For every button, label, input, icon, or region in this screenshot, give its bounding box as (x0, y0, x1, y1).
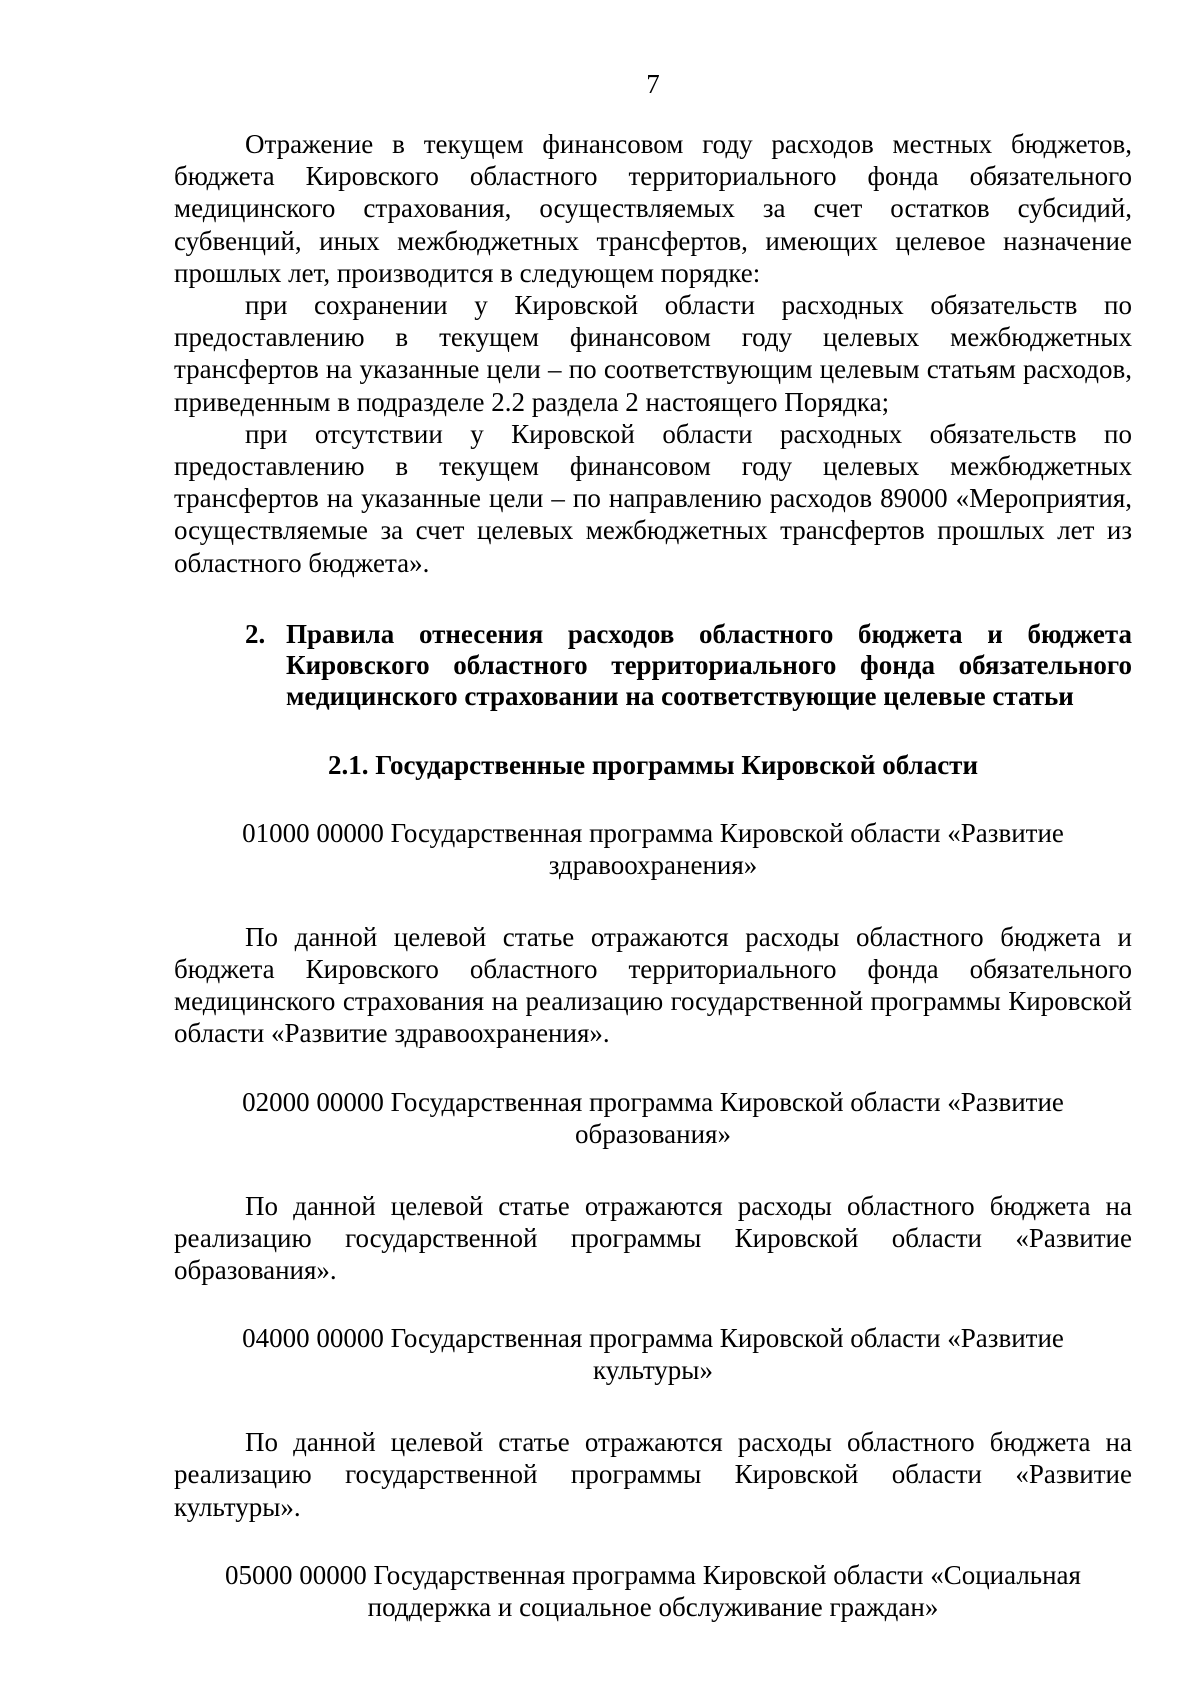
section-title: Правила отнесения расходов областного бюджета и бюджета Кировского областного территориального фонда обязательного медицинского страховании на соответствующие целевые статьи (286, 618, 1132, 711)
article-title: 02000 00000 Государственная программа Кировской области «Развитие образования» (242, 1086, 1064, 1149)
article-description: По данной целевой статье отражаются расходы областного бюджета на реализацию государственной программы Кировской области «Развитие культуры». (174, 1427, 1132, 1522)
intro-paragraph: при сохранении у Кировской области расходных обязательств по предоставлению в текущем финансовом году целевых межбюджетных трансфертов на указанные цели – по соответствующим целевым статьям расходов, приведенным в подразделе 2.2 раздела 2 настоящего Порядка; (174, 290, 1132, 417)
article-title: 05000 00000 Государственная программа Кировской области «Социальная поддержка и социальное обслуживание граждан» (225, 1559, 1081, 1622)
intro-paragraph: при отсутствии у Кировской области расходных обязательств по предоставлению в текущем финансовом году целевых межбюджетных трансфертов на указанные цели – по направлению расходов 89000 «Мероприятия, осуществляемые за счет целевых межбюджетных трансфертов прошлых лет из областного бюджета». (174, 418, 1132, 578)
intro-paragraph: Отражение в текущем финансовом году расходов местных бюджетов, бюджета Кировского областного территориального фонда обязательного медицинского страхования, осуществляемых за счет остатков субсидий, субвенций, иных межбюджетных трансфертов, имеющих целевое назначение прошлых лет, производится в следующем порядке: (174, 129, 1132, 288)
article-description: По данной целевой статье отражаются расходы областного бюджета на реализацию государственной программы Кировской области «Развитие образования». (174, 1190, 1132, 1286)
article-title: 04000 00000 Государственная программа Кировской области «Развитие культуры» (242, 1323, 1064, 1386)
article-title: 01000 00000 Государственная программа Кировской области «Развитие здравоохранения» (242, 817, 1064, 880)
article-description: По данной целевой статье отражаются расходы областного бюджета и бюджета Кировского областного территориального фонда обязательного медицинского страхования на реализацию государственной программы Кировской области «Развитие здравоохранения». (174, 921, 1132, 1049)
document-body (174, 128, 1132, 1623)
section-heading (245, 619, 1132, 712)
section-number: 2. (245, 618, 266, 649)
page-number: 7 (646, 69, 660, 99)
subsection-heading: 2.1. Государственные программы Кировской области (327, 749, 979, 780)
